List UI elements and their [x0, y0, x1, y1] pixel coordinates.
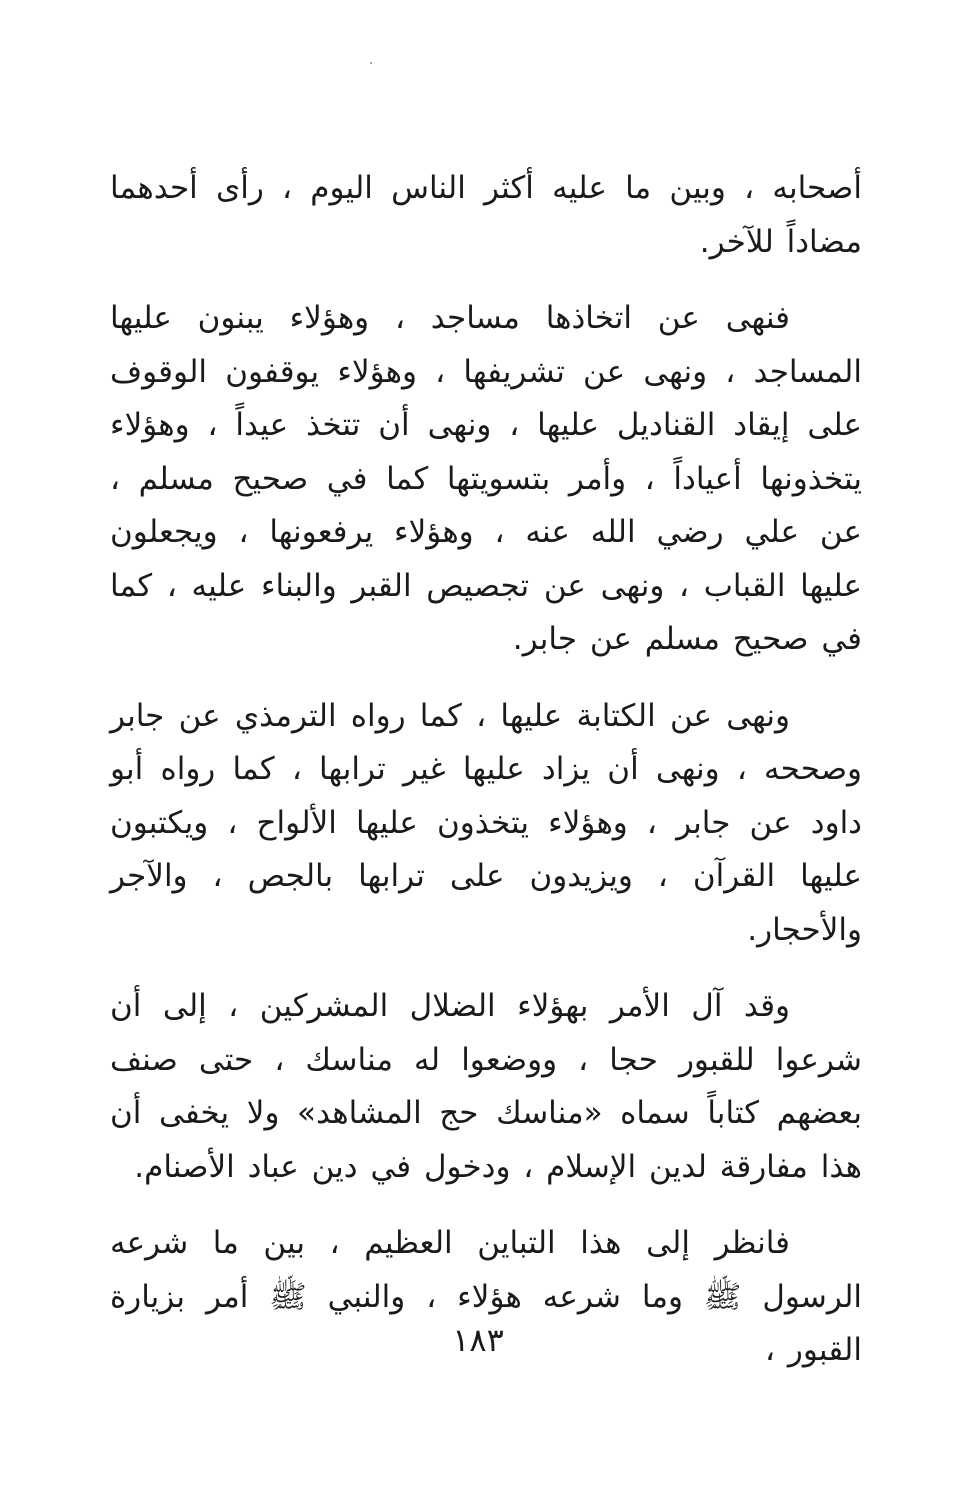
paragraph-5: فانظر إلى هذا التباين العظيم ، بين ما شرعه الرسول ﷺ وما شرعه هؤلاء ، والنبي ﷺ أمر بزيارة القبور ،: [110, 1225, 862, 1368]
body-text: [110, 162, 862, 1401]
paragraph-2: فنهى عن اتخاذها مساجد ، وهؤلاء يبنون عليها المساجد ، ونهى عن تشريفها ، وهؤلاء يوقفون الوقوف على إيقاد القناديل عليها ، ونهى أن تتخذ عيداً ، وهؤلاء يتخذونها أعياداً ، وأمر بتسويتها كما في صحيح مسلم ، عن علي رضي الله عنه ، وهؤلاء يرفعونها ، ويجعلون عليها القباب ، ونهى عن تجصيص القبر والبناء عليه ، كما في صحيح مسلم عن جابر.: [110, 300, 862, 657]
page-number: ١٨٣: [452, 1321, 504, 1359]
page-mark: [370, 62, 372, 64]
paragraph-3: ونهى عن الكتابة عليها ، كما رواه الترمذي عن جابر وصححه ، ونهى أن يزاد عليها غير ترابها ، كما رواه أبو داود عن جابر ، وهؤلاء يتخذون عليها الألواح ، ويكتبون عليها القرآن ، ويزيدون على ترابها بالجص ، والآجر والأحجار.: [110, 697, 862, 948]
paragraph-4: وقد آل الأمر بهؤلاء الضلال المشركين ، إلى أن شرعوا للقبور حجا ، ووضعوا له مناسك ، حتى صنف بعضهم كتاباً سماه «مناسك حج المشاهد» ولا يخفى أن هذا مفارقة لدين الإسلام ، ودخول في دين عباد الأصنام.: [110, 988, 862, 1185]
paragraph-1: أصحابه ، وبين ما عليه أكثر الناس اليوم ، رأى أحدهما مضاداً للآخر.: [110, 170, 862, 260]
